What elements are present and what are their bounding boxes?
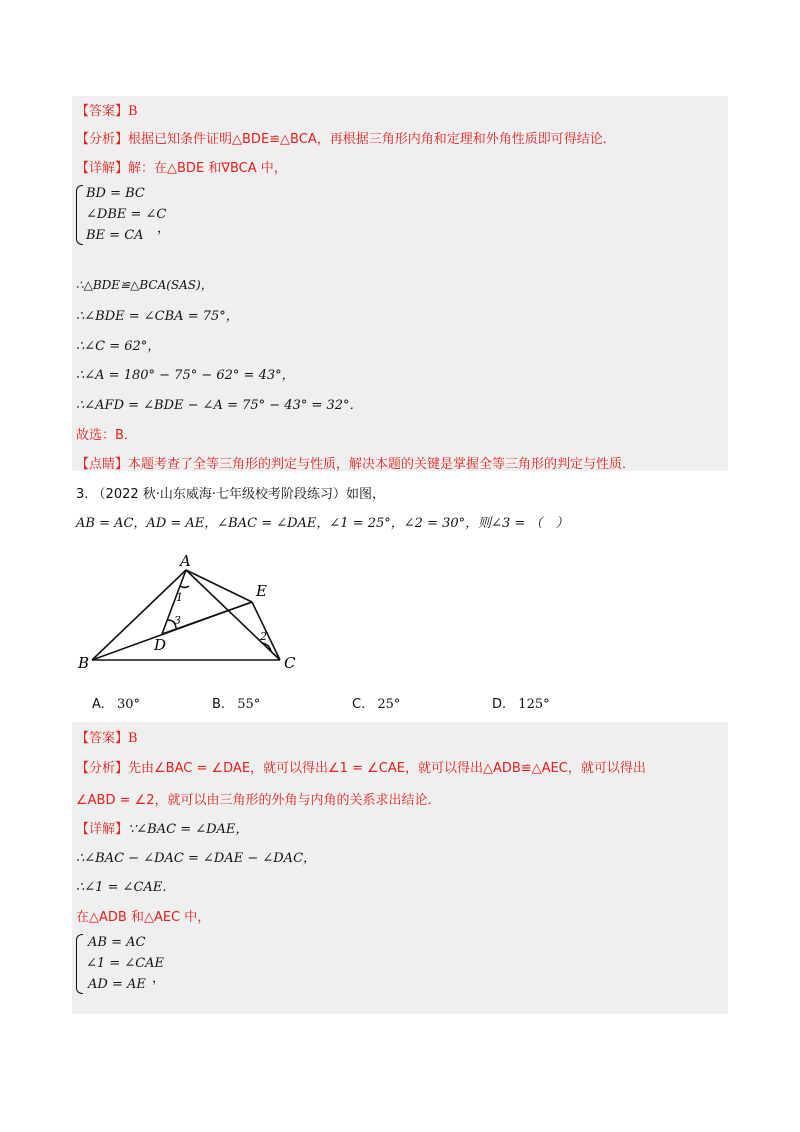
option-value: 30° <box>116 697 140 712</box>
label-E: E <box>256 582 267 600</box>
step-4: ∴∠A = 180° − 75° − 62° = 43°， <box>76 368 295 383</box>
answer-line-2 <box>76 727 138 746</box>
system-eq-3: AD = AE <box>88 977 146 992</box>
system-tail: ， <box>157 221 171 236</box>
option-letter: D. <box>492 697 507 712</box>
step-5: ∴∠AFD = ∠BDE − ∠A = 75° − 43° = 32°． <box>76 398 363 413</box>
option-a[interactable] <box>92 697 140 712</box>
option-b[interactable] <box>212 697 260 712</box>
detail-tag: 【详解】 <box>76 822 129 837</box>
option-value: 125° <box>518 697 550 712</box>
step-3: ∴∠C = 62°， <box>76 339 161 354</box>
angle-1-label: 1 <box>176 591 183 604</box>
label-B: B <box>78 654 90 672</box>
system-brace <box>76 185 83 245</box>
detail-line-1 <box>76 157 287 176</box>
triangle-figure <box>72 548 312 678</box>
question-text: AB = AC，AD = AE，∠BAC = ∠DAE，∠1 = 25°，∠2 = 30°，则∠3 = （ ） <box>76 516 569 531</box>
option-c[interactable] <box>352 697 400 712</box>
step-3: ∴∠1 = ∠CAE． <box>76 880 176 895</box>
detail-tag: 【详解】 <box>76 161 129 176</box>
analysis-text-1: 先由∠BAC = ∠DAE，就可以得出∠1 = ∠CAE，就可以得出△ADB≌△AEC，就可以得出 <box>128 761 646 776</box>
analysis-line-1 <box>76 128 616 147</box>
answer-tag: 【答案】 <box>76 104 129 119</box>
answer-line-1 <box>76 100 138 119</box>
angle-3-label: 3 <box>174 614 181 627</box>
option-d[interactable] <box>492 697 550 712</box>
option-value: 55° <box>237 697 261 712</box>
angle-2-label: 2 <box>260 630 267 643</box>
analysis-text: 根据已知条件证明△BDE≌△BCA，再根据三角形内角和定理和外角性质即可得结论． <box>128 132 616 147</box>
analysis-tag: 【分析】 <box>76 761 129 776</box>
analysis-text-2: ∠ABD = ∠2，就可以由三角形的外角与内角的关系求出结论． <box>76 793 441 808</box>
comment-tag: 【点睛】 <box>76 457 129 472</box>
system-eq-3: BE = CA <box>86 228 144 243</box>
choice-line: 故选：B． <box>76 428 137 443</box>
system-brace <box>76 934 83 994</box>
system-eq-1: AB = AC <box>88 935 146 950</box>
option-value: 25° <box>377 697 401 712</box>
label-D: D <box>154 636 167 654</box>
step-1: ∵∠BAC = ∠DAE， <box>128 822 249 837</box>
option-letter: A. <box>92 697 105 712</box>
question-header <box>76 483 385 502</box>
answer-tag: 【答案】 <box>76 731 129 746</box>
question-number: 3. <box>76 487 89 502</box>
system-eq-2: ∠1 = ∠CAE <box>86 956 165 971</box>
answer-value: B <box>128 731 138 746</box>
system-tail: ， <box>152 971 166 986</box>
answer-value: B <box>128 104 138 119</box>
option-letter: B. <box>212 697 226 712</box>
option-letter: C. <box>352 697 366 712</box>
step-2: ∴∠BAC − ∠DAC = ∠DAE − ∠DAC， <box>76 851 317 866</box>
label-A: A <box>180 552 191 570</box>
step-2: ∴∠BDE = ∠CBA = 75°， <box>76 309 239 324</box>
analysis-tag: 【分析】 <box>76 132 129 147</box>
detail-line-2 <box>76 818 248 837</box>
analysis-line-2 <box>76 757 646 776</box>
comment-text: 本题考查了全等三角形的判定与性质，解决本题的关键是掌握全等三角形的判定与性质． <box>128 457 636 472</box>
label-C: C <box>284 654 296 672</box>
detail-intro: 解：在△BDE 和∇BCA 中， <box>128 161 287 176</box>
question-source: （2022 秋·山东威海·七年级校考阶段练习）如图， <box>92 487 386 502</box>
comment-line <box>76 453 635 472</box>
system-eq-1: BD = BC <box>86 186 145 201</box>
system-eq-2: ∠DBE = ∠C <box>86 207 167 222</box>
in-triangle-line: 在△ADB 和△AEC 中， <box>76 910 211 925</box>
step-1: ∴△BDE≌△BCA(SAS)， <box>76 278 213 292</box>
